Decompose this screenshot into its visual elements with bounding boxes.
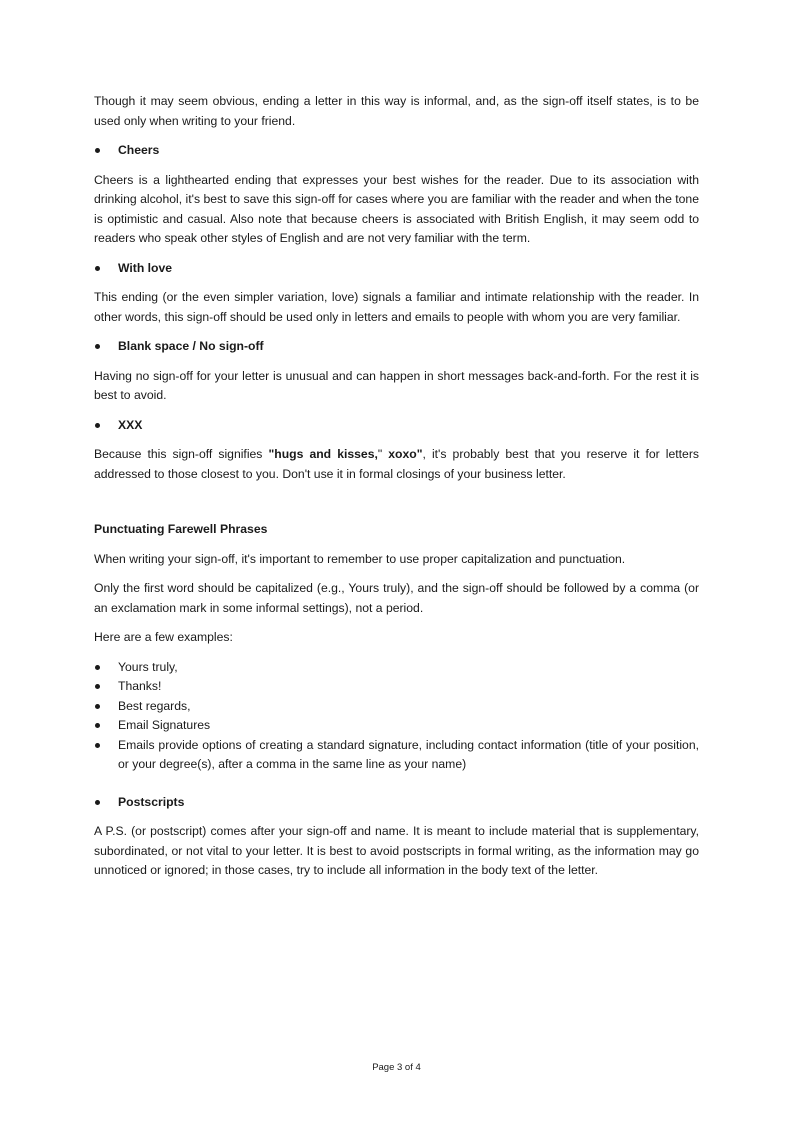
- list-item: Email Signatures: [94, 716, 699, 736]
- xxx-text-pre: Because this sign-off signifies: [94, 447, 269, 461]
- list-item: Yours truly,: [94, 658, 699, 678]
- paragraph-punctuating-2: Only the first word should be capitalized (e.g., Yours truly), and the sign-off should be followed by a comma (or an exclamation mark in some informal settings), not a period.: [94, 581, 699, 615]
- examples-list: [94, 658, 699, 775]
- paragraph-with-love: This ending (or the even simpler variation, love) signals a familiar and intimate relationship with the reader. In other words, this sign-off should be used only in letters and emails to people with whom you are very familiar.: [94, 290, 699, 324]
- xxx-text-mid: ": [377, 447, 389, 461]
- list-item: Best regards,: [94, 697, 699, 717]
- xxx-bold-xoxo: xoxo": [388, 447, 423, 461]
- list-item: Thanks!: [94, 677, 699, 697]
- document-page: [94, 92, 699, 891]
- xxx-text-post: , it's probably best that you reserve it for letters addressed to those closest to you. Don't use it in formal closings of your business letter.: [94, 447, 699, 481]
- bullet-heading-no-sign-off: Blank space / No sign-off: [94, 337, 699, 357]
- paragraph-postscripts: A P.S. (or postscript) comes after your sign-off and name. It is meant to include material that is supplementary, subordinated, or not vital to your letter. It is best to avoid postscripts in formal writing, as the information may go unnoticed or ignored; in those cases, try to include all information in the body text of the letter.: [94, 824, 699, 877]
- xxx-bold-hugs: "hugs and kisses,: [268, 447, 378, 461]
- bullet-heading-cheers: Cheers: [94, 141, 699, 161]
- intro-paragraph: Though it may seem obvious, ending a letter in this way is informal, and, as the sign-off itself states, is to be used only when writing to your friend.: [94, 94, 699, 128]
- page-number: Page 3 of 4: [372, 1062, 421, 1073]
- paragraph-punctuating-3: Here are a few examples:: [94, 630, 233, 644]
- paragraph-cheers: Cheers is a lighthearted ending that expresses your best wishes for the reader. Due to its association with drinking alcohol, it's best to save this sign-off for cases where you are familiar with the reader and when the tone is optimistic and casual. Also note that because cheers is associated with British English, it may seem odd to readers who speak other styles of English and are not very familiar with the term.: [94, 172, 699, 245]
- bullet-heading-postscripts: Postscripts: [94, 793, 699, 813]
- paragraph-punctuating-1: When writing your sign-off, it's important to remember to use proper capitalization and punctuation.: [94, 551, 626, 566]
- paragraph-xxx: [94, 445, 699, 484]
- bullet-heading-xxx: XXX: [94, 416, 699, 436]
- list-item: Emails provide options of creating a standard signature, including contact information (title of your position, or your degree(s), after a comma in the same line as your name): [94, 736, 699, 775]
- paragraph-no-sign-off: Having no sign-off for your letter is unusual and can happen in short messages back-and-forth. For the rest it is best to avoid.: [94, 368, 699, 402]
- bullet-heading-with-love: With love: [94, 259, 699, 279]
- section-title-punctuating: Punctuating Farewell Phrases: [94, 522, 268, 536]
